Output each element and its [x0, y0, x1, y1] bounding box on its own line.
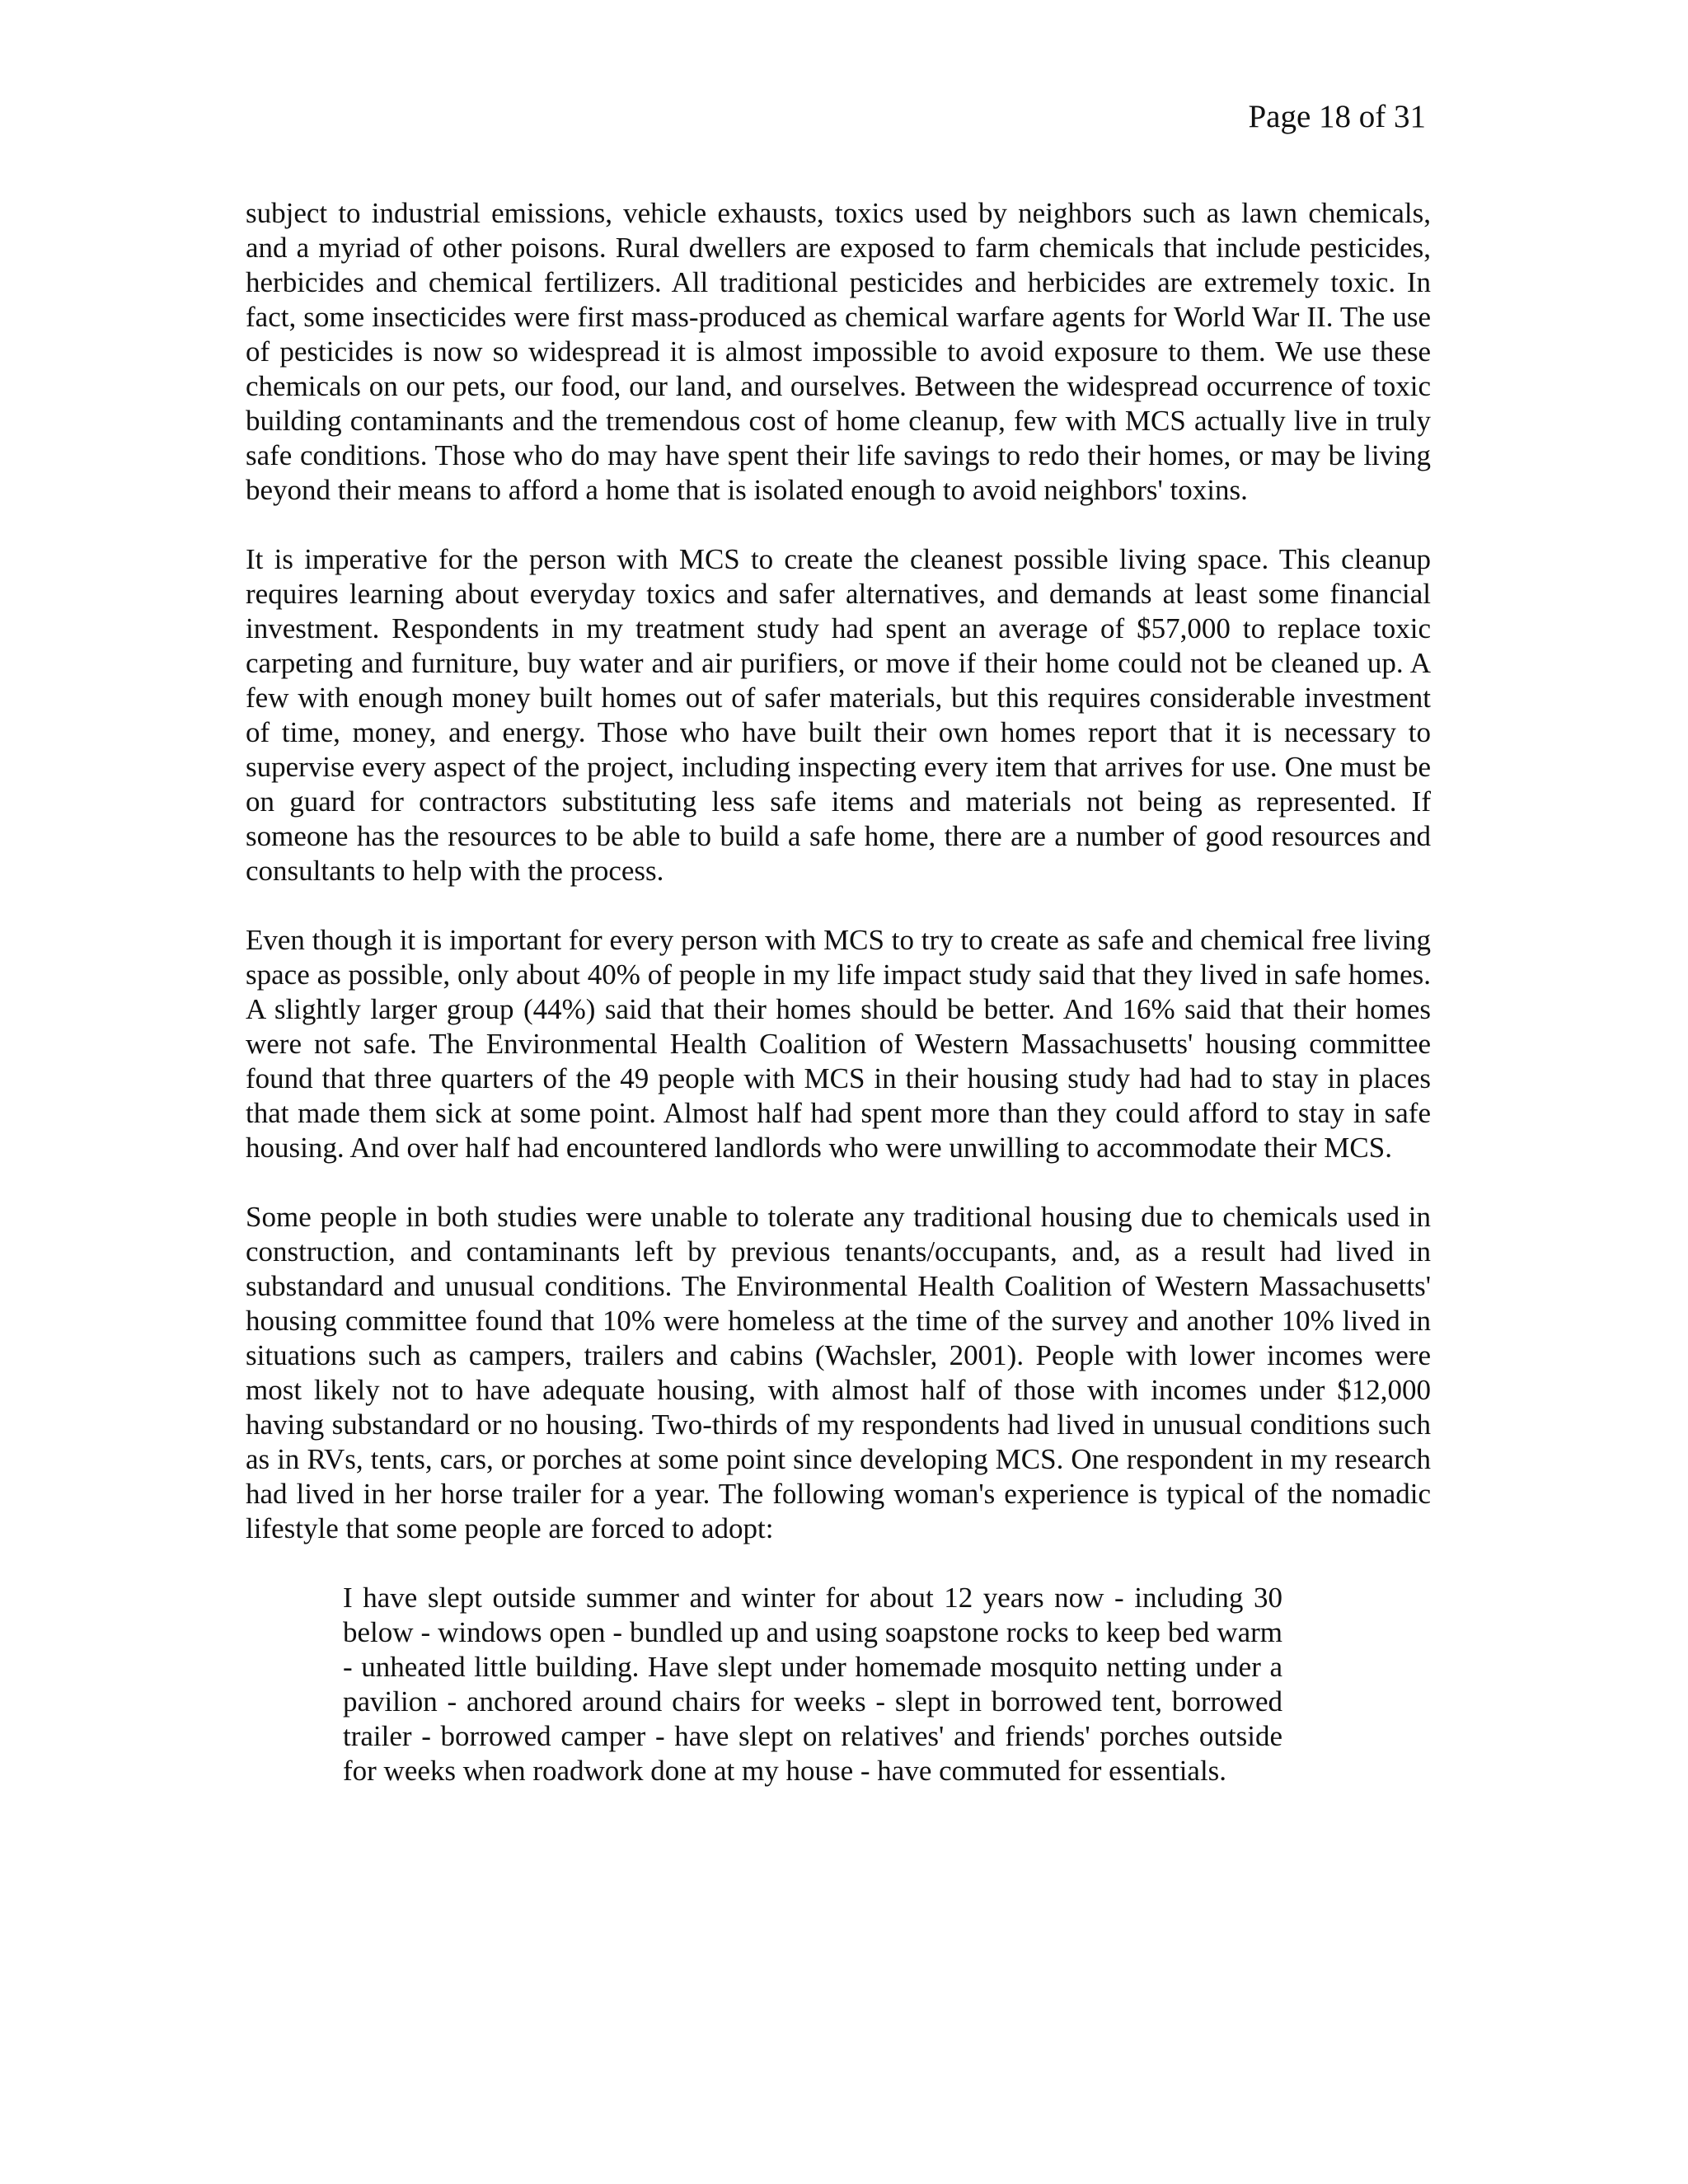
- block-quote: I have slept outside summer and winter for about 12 years now - including 30 below - windows open - bundled up and using soapstone rocks to keep bed warm - unheated little building. Have slept under homemade mosquito netting under a pavilion - anchored around chairs for weeks - slept in borrowed tent, borrowed trailer - borrowed camper - have slept on relatives' and friends' porches outside for weeks when roadwork done at my house - have commuted for essentials.: [343, 1582, 1282, 1787]
- page-number: Page 18 of 31: [1248, 99, 1426, 134]
- paragraph-3: Even though it is important for every person with MCS to try to create as safe and chemical free living space as possible, only about 40% of people in my life impact study said that they lived in safe homes. A slightly larger group (44%) said that their homes should be better. And 16% said that their homes were not safe. The Environmental Health Coalition of Western Massachusetts' housing committee found that three quarters of the 49 people with MCS in their housing study had had to stay in places that made them sick at some point. Almost half had spent more than they could afford to stay in safe housing. And over half had encountered landlords who were unwilling to accommodate their MCS.: [246, 924, 1431, 1164]
- paragraph-4: Some people in both studies were unable to tolerate any traditional housing due to chemicals used in construction, and contaminants left by previous tenants/occupants, and, as a result had lived in substandard and unusual conditions. The Environmental Health Coalition of Western Massachusetts' housing committee found that 10% were homeless at the time of the survey and another 10% lived in situations such as campers, trailers and cabins (Wachsler, 2001). People with lower incomes were most likely not to have adequate housing, with almost half of those with incomes under $12,000 having substandard or no housing. Two-thirds of my respondents had lived in unusual conditions such as in RVs, tents, cars, or porches at some point since developing MCS. One respondent in my research had lived in her horse trailer for a year. The following woman's experience is typical of the nomadic lifestyle that some people are forced to adopt:: [246, 1201, 1431, 1544]
- paragraph-2: It is imperative for the person with MCS to create the cleanest possible living space. This cleanup requires learning about everyday toxics and safer alternatives, and demands at least some financial investment. Respondents in my treatment study had spent an average of $57,000 to replace toxic carpeting and furniture, buy water and air purifiers, or move if their home could not be cleaned up. A few with enough money built homes out of safer materials, but this requires considerable investment of time, money, and energy. Those who have built their own homes report that it is necessary to supervise every aspect of the project, including inspecting every item that arrives for use. One must be on guard for contractors substituting less safe items and materials not being as represented. If someone has the resources to be able to build a safe home, there are a number of good resources and consultants to help with the process.: [246, 543, 1431, 887]
- body-text: [246, 196, 1431, 1788]
- paragraph-1: subject to industrial emissions, vehicle exhausts, toxics used by neighbors such as lawn chemicals, and a myriad of other poisons. Rural dwellers are exposed to farm chemicals that include pesticides, herbicides and chemical fertilizers. All traditional pesticides and herbicides are extremely toxic. In fact, some insecticides were first mass-produced as chemical warfare agents for World War II. The use of pesticides is now so widespread it is almost impossible to avoid exposure to them. We use these chemicals on our pets, our food, our land, and ourselves. Between the widespread occurrence of toxic building contaminants and the tremendous cost of home cleanup, few with MCS actually live in truly safe conditions. Those who do may have spent their life savings to redo their homes, or may be living beyond their means to afford a home that is isolated enough to avoid neighbors' toxins.: [246, 197, 1431, 506]
